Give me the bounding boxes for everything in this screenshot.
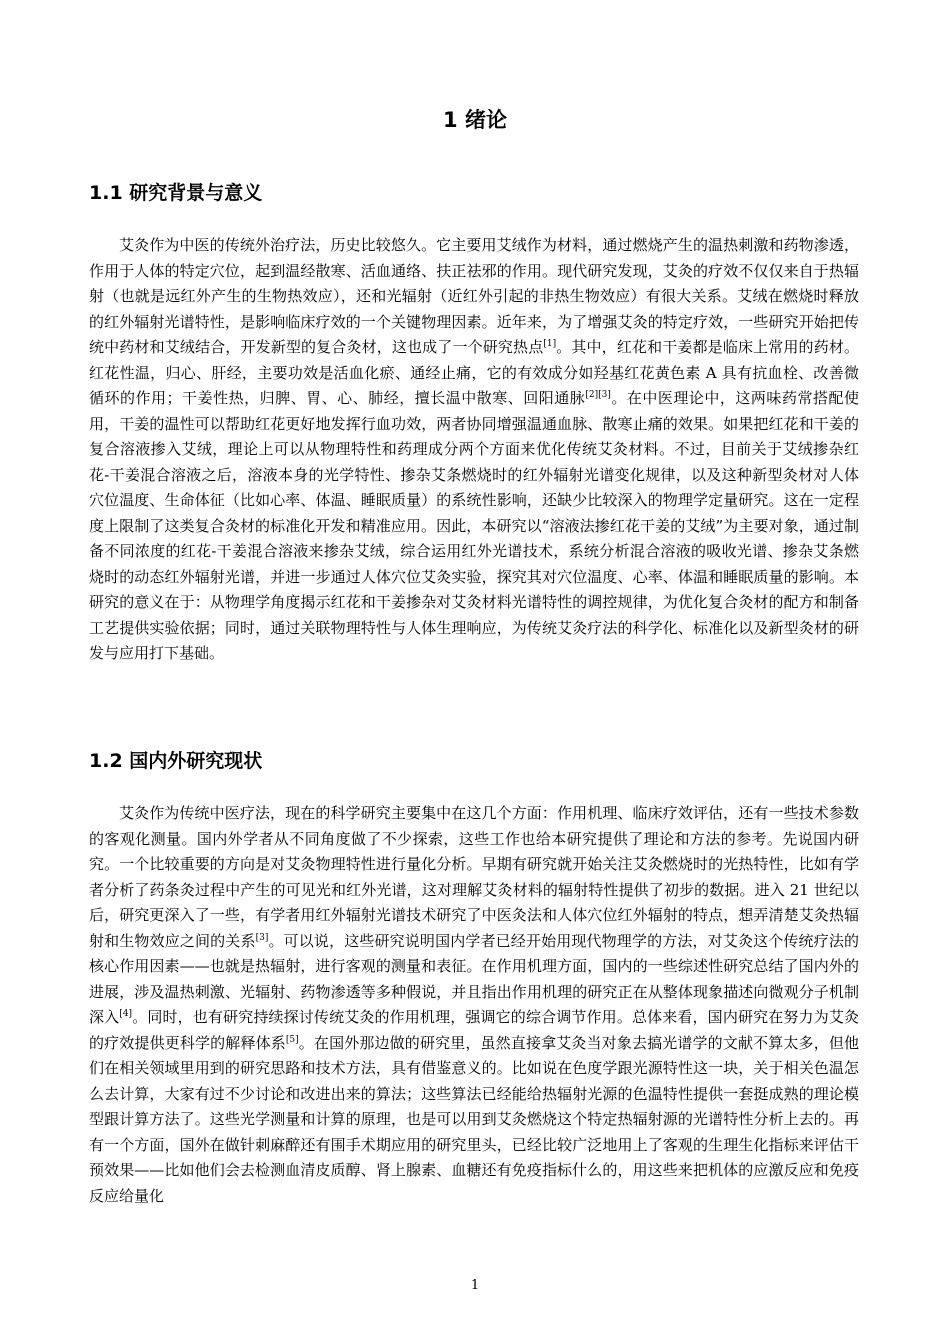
text-run: 。在国外那边做的研究里，虽然直接拿艾灸当对象去搞光谱学的文献不算太多，但他们在相关领域里用到的研究思路和技术方法，具有借鉴意义的。比如说在色度学跟光源特性这一块，关于相关色温怎么去计算，大家有过不少讨论和改进出来的算法；这些算法已经能给热辐射光源的色温特性提供一套挺成熟的理论模型跟计算方法了。这些光学测量和计算的原理，也是可以用到艾灸燃烧这个特定热辐射源的光谱特性分析上去的。再有一个方面，国外在做针刺麻醉还有围手术期应用的研究里头，已经比较广泛地用上了客观的生理生化指标来评估干预效果——比如他们会去检测血清皮质醇、肾上腺素、血糖还有免疫指标什么的，用这些来把机体的应激反应和免疫反应给量化: [89, 1033, 859, 1205]
text-run: 艾灸作为传统中医疗法，现在的科学研究主要集中在这几个方面：作用机理、临床疗效评估，还有一些技术参数的客观化测量。国内外学者从不同角度做了不少探索，这些工作也给本研究提供了理论和方法的参考。先说国内研究。一个比较重要的方向是对艾灸物理特性进行量化分析。早期有研究就开始关注艾灸燃烧时的光热特性，比如有学者分析了药条灸过程中产生的可见光和红外光谱，这对理解艾灸材料的辐射特性提供了初步的数据。进入 21 世纪以后，研究更深入了一些，有学者用红外辐射光谱技术研究了中医灸法和人体穴位红外辐射的特点，想弄清楚艾灸热辐射和生物效应之间的关系: [89, 804, 859, 950]
text-run: 。可以说，这些研究说明国内学者已经开始用现代物理学的方法，对艾灸这个传统疗法的核心作用因素——也就是热辐射，进行客观的测量和表征。在作用机理方面，国内的一些综述性研究总结了国内外的进展，涉及温热刺激、光辐射、药物渗透等多种假说，并且指出作用机理的研究正在从整体现象描述向微观分子机制深入: [89, 931, 859, 1026]
citation-marker: [4]: [119, 1009, 133, 1019]
section-1-1-paragraph: [89, 233, 859, 667]
citation-marker: [5]: [285, 1034, 299, 1045]
text-run: 艾灸作为中医的传统外治疗法，历史比较悠久。它主要用艾绒作为材料，通过燃烧产生的温热刺激和药物渗透，作用于人体的特定穴位，起到温经散寒、活血通络、扶正祛邪的作用。现代研究发现，艾灸的疗效不仅仅来自于热辐射（也就是远红外产生的生物热效应），还和光辐射（近红外引起的非热生物效应）有很大关系。艾绒在燃烧时释放的红外辐射光谱特性，是影响临床疗效的一个关键物理因素。近年来，为了增强艾灸的特定疗效，一些研究开始把传统中药材和艾绒结合，开发新型的复合灸材，这也成了一个研究热点: [89, 236, 859, 356]
text-run: 。其中，红花和干姜都是临床上常用的药材。红花性温，归心、肝经，主要功效是活血化瘀、通经止痛，它的有效成分如羟基红花黄色素 A 具有抗血栓、改善微循环的作用；干姜性热，归脾、胃、心、肺经，擅长温中散寒、回阳通脉: [89, 338, 859, 407]
text-run: 。同时，也有研究持续探讨传统艾灸的作用机理，强调它的综合调节作用。总体来看，国内研究在努力为艾灸的疗效提供更科学的解释体系: [89, 1008, 859, 1052]
page-number: 1: [470, 1278, 480, 1293]
text-run: 。在中医理论中，这两味药常搭配使用，干姜的温性可以帮助红花更好地发挥行血功效，两者协同增强温通血脉、散寒止痛的效果。如果把红花和干姜的复合溶液掺入艾绒，理论上可以从物理特性和药理成分两个方面来优化传统艾灸材料。不过，目前关于艾绒掺杂红花-干姜混合溶液之后，溶液本身的光学特性、掺杂艾条燃烧时的红外辐射光谱变化规律，以及这种新型灸材对人体穴位温度、生命体征（比如心率、体温、睡眠质量）的系统性影响，还缺少比较深入的物理学定量研究。这在一定程度上限制了这类复合灸材的标准化开发和精准应用。因此，本研究以“溶液法掺红花干姜的艾绒”为主要对象，通过制备不同浓度的红花-干姜混合溶液来掺杂艾绒，综合运用红外光谱技术，系统分析混合溶液的吸收光谱、掺杂艾条燃烧时的动态红外辐射光谱，并进一步通过人体穴位艾灸实验，探究其对穴位温度、心率、体温和睡眠质量的影响。本研究的意义在于：从物理学角度揭示红花和干姜掺杂对艾灸材料光谱特性的调控规律，为优化复合灸材的配方和制备工艺提供实验依据；同时，通过关联物理特性与人体生理响应，为传统艾灸疗法的科学化、标准化以及新型灸材的研发与应用打下基础。: [89, 389, 859, 662]
citation-marker: [2][3]: [585, 390, 611, 400]
section-heading-1-1: 1.1 研究背景与意义: [89, 182, 263, 204]
chapter-title: 1 绪论: [443, 108, 507, 132]
citation-marker: [1]: [543, 339, 557, 349]
section-heading-1-2: 1.2 国内外研究现状: [89, 750, 263, 772]
section-1-2-paragraph: [89, 801, 859, 1209]
citation-marker: [3]: [255, 932, 269, 943]
